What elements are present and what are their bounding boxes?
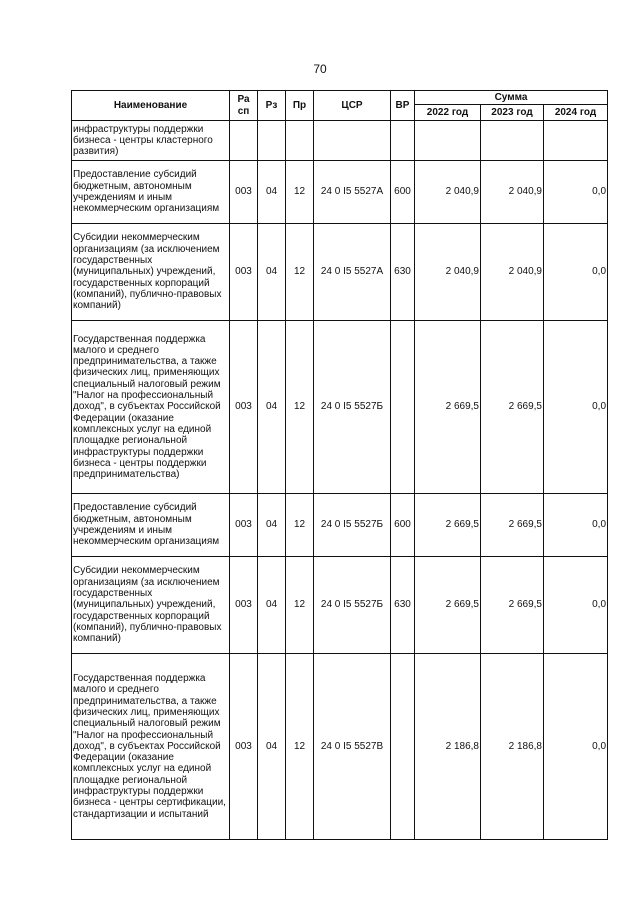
table-header: [72, 91, 608, 121]
row-rasp: 003: [230, 557, 258, 654]
row-2024: 0,0: [544, 557, 608, 654]
budget-table: [71, 90, 608, 840]
row-rz: 04: [258, 494, 286, 557]
row-rz: 04: [258, 654, 286, 840]
page-number: 70: [313, 62, 327, 76]
row-vr: [391, 654, 415, 840]
row-pr: 12: [286, 321, 314, 494]
row-rz: 04: [258, 557, 286, 654]
row-2022: 2 040,9: [415, 161, 481, 224]
row-2023: 2 669,5: [481, 321, 544, 494]
table-row: [72, 224, 608, 321]
row-vr: [391, 121, 415, 161]
row-vr: 630: [391, 224, 415, 321]
row-rasp: 003: [230, 321, 258, 494]
row-2023: 2 669,5: [481, 494, 544, 557]
row-vr: 600: [391, 494, 415, 557]
row-rasp: [230, 121, 258, 161]
table-row: [72, 494, 608, 557]
row-2023: [481, 121, 544, 161]
row-name: инфраструктуры поддержки бизнеса - центры кластерного развития): [72, 121, 230, 161]
row-pr: 12: [286, 161, 314, 224]
table-row: [72, 321, 608, 494]
row-rasp: 003: [230, 224, 258, 321]
header-rz: Рз: [258, 91, 286, 121]
row-2022: [415, 121, 481, 161]
header-sum: Сумма: [415, 91, 608, 105]
row-2022: 2 040,9: [415, 224, 481, 321]
row-2024: 0,0: [544, 161, 608, 224]
row-rasp: 003: [230, 494, 258, 557]
row-csr: 24 0 I5 5527А: [314, 224, 391, 321]
row-2024: 0,0: [544, 224, 608, 321]
header-vr: ВР: [391, 91, 415, 121]
row-pr: [286, 121, 314, 161]
row-rasp: 003: [230, 161, 258, 224]
row-pr: 12: [286, 224, 314, 321]
table-row: [72, 557, 608, 654]
row-rz: 04: [258, 321, 286, 494]
row-pr: 12: [286, 494, 314, 557]
header-year-2023: 2023 год: [481, 105, 544, 121]
table-row: [72, 161, 608, 224]
table-row: [72, 654, 608, 840]
row-vr: 630: [391, 557, 415, 654]
row-2023: 2 040,9: [481, 161, 544, 224]
table-row: [72, 121, 608, 161]
row-pr: 12: [286, 557, 314, 654]
row-name: Субсидии некоммерческим организациям (за исключением государственных (муниципальных) учреждений, государственных корпораций (компаний), публично-правовых компаний): [72, 224, 230, 321]
header-csr: ЦСР: [314, 91, 391, 121]
row-vr: 600: [391, 161, 415, 224]
row-rz: 04: [258, 224, 286, 321]
header-year-2024: 2024 год: [544, 105, 608, 121]
row-rasp: 003: [230, 654, 258, 840]
header-pr: Пр: [286, 91, 314, 121]
row-2022: 2 186,8: [415, 654, 481, 840]
row-csr: [314, 121, 391, 161]
row-csr: 24 0 I5 5527В: [314, 654, 391, 840]
row-2023: 2 186,8: [481, 654, 544, 840]
row-2024: 0,0: [544, 494, 608, 557]
row-2022: 2 669,5: [415, 557, 481, 654]
row-2023: 2 669,5: [481, 557, 544, 654]
header-rasp: Ра сп: [230, 91, 258, 121]
row-name: Предоставление субсидий бюджетным, автономным учреждениям и иным некоммерческим организациям: [72, 494, 230, 557]
row-csr: 24 0 I5 5527Б: [314, 494, 391, 557]
row-csr: 24 0 I5 5527А: [314, 161, 391, 224]
row-2022: 2 669,5: [415, 494, 481, 557]
row-rz: 04: [258, 161, 286, 224]
row-2024: 0,0: [544, 654, 608, 840]
row-2024: [544, 121, 608, 161]
header-year-2022: 2022 год: [415, 105, 481, 121]
row-name: Предоставление субсидий бюджетным, автономным учреждениям и иным некоммерческим организациям: [72, 161, 230, 224]
row-2024: 0,0: [544, 321, 608, 494]
row-name: Субсидии некоммерческим организациям (за исключением государственных (муниципальных) учреждений, государственных корпораций (компаний), публично-правовых компаний): [72, 557, 230, 654]
header-name: Наименование: [72, 91, 230, 121]
row-csr: 24 0 I5 5527Б: [314, 321, 391, 494]
row-csr: 24 0 I5 5527Б: [314, 557, 391, 654]
row-pr: 12: [286, 654, 314, 840]
row-vr: [391, 321, 415, 494]
row-name: Государственная поддержка малого и среднего предпринимательства, а также физических лиц, применяющих специальный налоговый режим "Налог на профессиональный доход", в субъектах Российской Федерации (оказание комплексных услуг на единой площадке региональной инфраструктуры поддержки бизнеса - центры сертификации, стандартизации и испытаний: [72, 654, 230, 840]
row-rz: [258, 121, 286, 161]
row-name: Государственная поддержка малого и среднего предпринимательства, а также физических лиц, применяющих специальный налоговый режим "Налог на профессиональный доход", в субъектах Российской Федерации (оказание комплексных услуг на единой площадке региональной инфраструктуры поддержки бизнеса - центры поддержки предпринимательства): [72, 321, 230, 494]
row-2022: 2 669,5: [415, 321, 481, 494]
row-2023: 2 040,9: [481, 224, 544, 321]
